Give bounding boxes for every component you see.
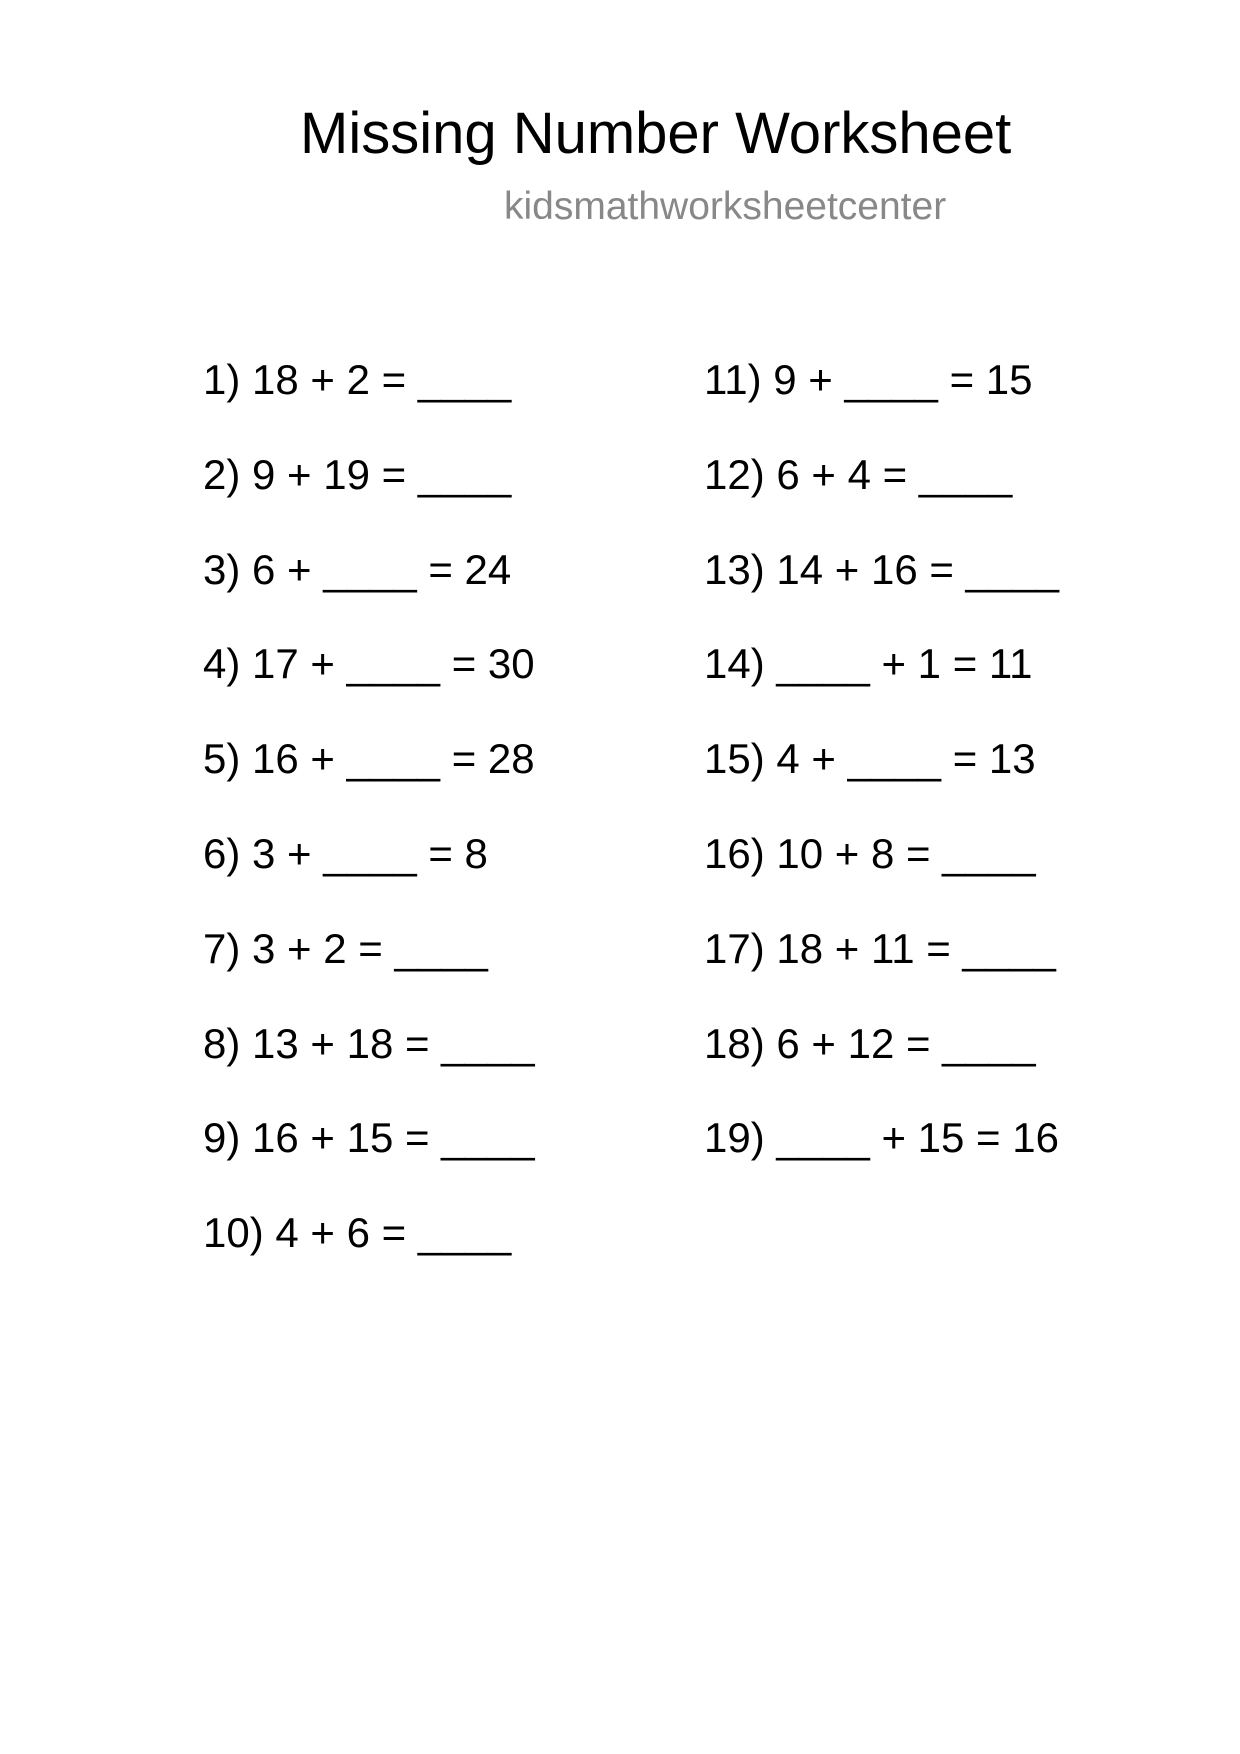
problem: 15) 4 + ____ = 13 <box>704 735 1036 783</box>
problem: 4) 17 + ____ = 30 <box>203 640 535 688</box>
problem: 19) ____ + 15 = 16 <box>704 1114 1059 1162</box>
worksheet-title: Missing Number Worksheet <box>300 101 1012 166</box>
problem: 5) 16 + ____ = 28 <box>203 735 535 783</box>
worksheet-source: kidsmathworksheetcenter <box>504 185 947 228</box>
problem: 12) 6 + 4 = ____ <box>704 450 1013 498</box>
problem: 6) 3 + ____ = 8 <box>203 829 488 877</box>
problem: 1) 18 + 2 = ____ <box>203 356 512 403</box>
problem: 9) 16 + 15 = ____ <box>203 1114 535 1162</box>
problem: 3) 6 + ____ = 24 <box>203 545 512 593</box>
problem: 18) 6 + 12 = ____ <box>704 1019 1036 1067</box>
problem: 2) 9 + 19 = ____ <box>203 450 512 498</box>
problem: 16) 10 + 8 = ____ <box>704 829 1036 877</box>
problem: 17) 18 + 11 = ____ <box>704 924 1056 972</box>
problem: 7) 3 + 2 = ____ <box>203 924 488 972</box>
problem: 11) 9 + ____ = 15 <box>704 356 1033 403</box>
problems-column-right <box>704 356 1059 1209</box>
problem: 10) 4 + 6 = ____ <box>203 1209 512 1257</box>
problem: 13) 14 + 16 = ____ <box>704 545 1059 593</box>
problems-column-left <box>203 356 535 1304</box>
problem: 14) ____ + 1 = 11 <box>704 640 1033 688</box>
problem: 8) 13 + 18 = ____ <box>203 1019 535 1067</box>
